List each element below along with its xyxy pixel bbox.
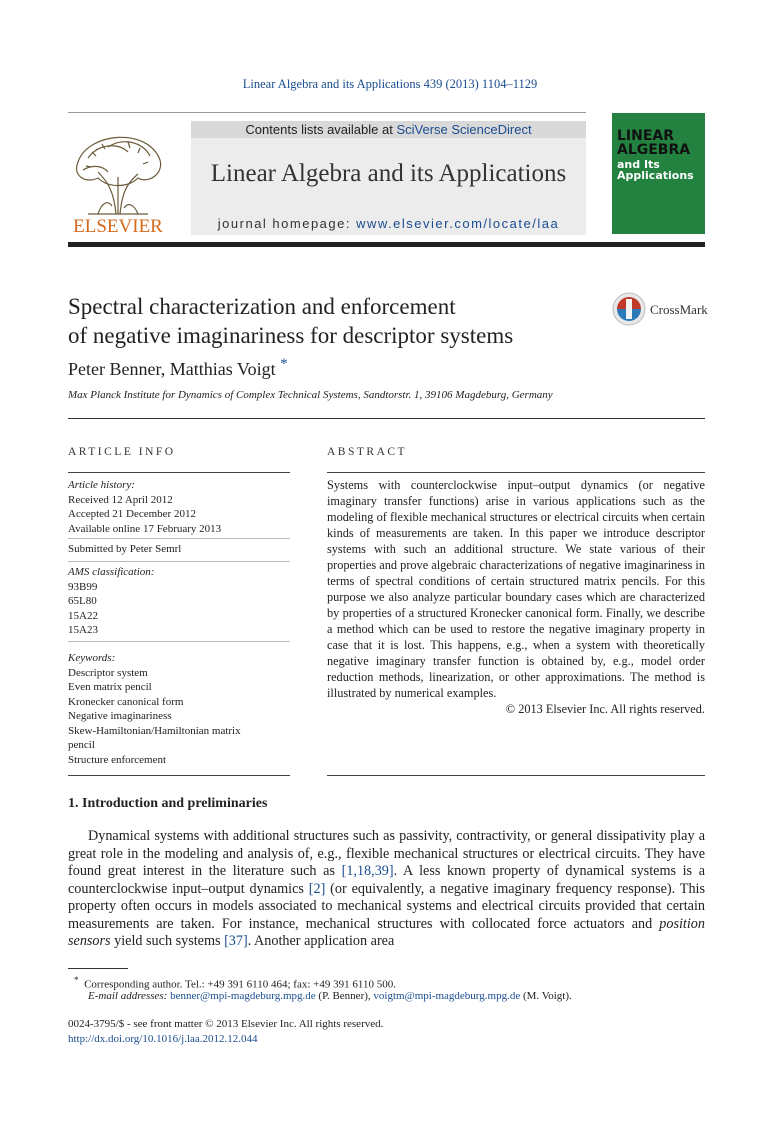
article-info-sep-1 <box>68 538 290 539</box>
keyword: pencil <box>68 739 95 751</box>
ams-code: 15A22 <box>68 609 98 622</box>
homepage-link[interactable]: www.elsevier.com/locate/laa <box>356 216 560 231</box>
intro-italic: position sensors <box>68 915 705 949</box>
journal-cover[interactable] <box>612 113 705 234</box>
article-history <box>68 478 290 536</box>
article-title <box>68 292 588 350</box>
keyword: Skew-Hamiltonian/Hamiltonian matrix <box>68 724 241 737</box>
article-info-heading: ARTICLE INFO <box>68 446 176 458</box>
article-info-sep-2 <box>68 561 290 562</box>
ams-classification <box>68 565 290 638</box>
crossmark-icon <box>612 291 712 327</box>
citation-link[interactable]: [37] <box>224 933 248 949</box>
authors <box>68 356 288 380</box>
footnote-corresponding <box>74 975 396 991</box>
article-info-sep-3 <box>68 641 290 642</box>
crossmark-label: CrossMark <box>650 302 708 317</box>
email-owner: (P. Benner), <box>315 990 374 1002</box>
citation-link[interactable]: [2] <box>308 880 326 897</box>
intro-paragraph <box>68 828 705 951</box>
ams-code: 15A23 <box>68 624 98 636</box>
sciencedirect-link[interactable]: SciVerse ScienceDirect <box>396 122 532 137</box>
article-info-rule-top <box>68 472 290 473</box>
citation-link[interactable]: [1,18,39] <box>341 863 394 879</box>
keyword: Negative imaginariness <box>68 710 172 722</box>
keywords <box>68 651 290 767</box>
ams-code: 65L80 <box>68 595 97 607</box>
author-names: Peter Benner, Matthias Voigt <box>68 359 276 379</box>
history-received: Received 12 April 2012 <box>68 493 173 506</box>
journal-citation[interactable]: Linear Algebra and its Applications 439 (2013) 1104–1129 <box>242 77 538 91</box>
history-accepted: Accepted 21 December 2012 <box>68 508 196 520</box>
elsevier-tree-icon <box>68 122 168 234</box>
cover-line-4: Applications <box>617 169 694 182</box>
contents-prefix: Contents lists available at <box>245 122 397 137</box>
ams-label: AMS classification: <box>68 566 155 578</box>
title-line-2: of negative imaginariness for descriptor systems <box>68 323 514 348</box>
footnote-mark: * <box>74 975 79 985</box>
ams-code: 93B99 <box>68 580 98 593</box>
intro-text: . A less known property of dynamical systems is a counterclockwise input–output dynamics <box>68 863 706 897</box>
intro-text: yield such systems <box>110 933 225 949</box>
abstract-rule-bottom <box>327 775 705 776</box>
abstract-copyright: © 2013 Elsevier Inc. All rights reserved. <box>505 702 705 716</box>
email-link-voigt[interactable]: voigtm@mpi-magdeburg.mpg.de <box>373 990 521 1002</box>
author-footnote-mark[interactable]: * <box>280 356 288 372</box>
keyword: Even matrix pencil <box>68 681 152 693</box>
intro-text: Dynamical systems with additional structures such as passivity, contractivity, or general dissipativity play a great role in the modeling and analysis of, e.g., flexible mechanical structures or electrical circuits. They have found great interest in the literature such as <box>68 828 705 879</box>
article-info-rule-bottom <box>68 775 290 776</box>
contents-line <box>191 121 586 138</box>
keyword: Structure enforcement <box>68 753 167 766</box>
abstract-body <box>327 477 705 717</box>
email-link-benner[interactable]: benner@mpi-magdeburg.mpg.de <box>170 990 316 1002</box>
front-matter: 0024-3795/$ - see front matter © 2013 Elsevier Inc. All rights reserved. <box>68 1018 384 1030</box>
submitted-by: Submitted by Peter Semrl <box>68 543 182 555</box>
keywords-label: Keywords: <box>68 652 116 664</box>
cover-line-3: and Its <box>617 158 660 171</box>
keyword: Kronecker canonical form <box>68 695 184 708</box>
journal-homepage <box>191 216 586 231</box>
history-label: Article history: <box>68 479 135 491</box>
footnote-rule <box>68 968 128 969</box>
abstract-text: Systems with counterclockwise input–output dynamics (or negative imaginary transfer functions) arise in various applications such as the modeling of flexible mechanical structures or electrical circuits when certain kinds of measurements are taken. In this paper we introduce descriptor systems with such an additional structure. We state various of their properties and prove algebraic characterizations of negative imaginariness in terms of spectral conditions of certain structured matrix pencils. For this purpose we also analyze particular boundary cases which are characterized by properties of a structured Kronecker canonical form. Finally, we describe a method which can be used to restore the negative imaginary property in case that it is lost. This happens, e.g., when a system with theoretically negative imaginary transfer function is obtained by, e.g., model order reduction methods, linearization, or other approximations. The method is illustrated by numerical examples. <box>327 478 705 700</box>
email-owner: (M. Voigt). <box>520 990 572 1002</box>
intro-text: (or equivalently, a negative imaginary frequency response). This property often occurs in models associated to mechanical systems and electrical circuits provided that certain measurements are taken. For instance, mechanical structures with collocated force actuators and <box>68 880 705 932</box>
email-label: E-mail addresses: <box>88 990 168 1002</box>
abstract-heading: ABSTRACT <box>327 446 408 458</box>
journal-name: Linear Algebra and its Applications <box>210 160 567 187</box>
abstract-rule-top <box>327 472 705 473</box>
section-title: 1. Introduction and preliminaries <box>68 796 268 811</box>
divider-thick <box>68 242 705 247</box>
footnote-emails <box>88 990 572 1002</box>
affiliation: Max Planck Institute for Dynamics of Complex Technical Systems, Sandtorstr. 1, 39106 Magdeburg, Germany <box>68 389 553 401</box>
cover-line-2: ALGEBRA <box>617 142 691 158</box>
divider-mid <box>68 418 705 419</box>
elsevier-logo <box>68 122 168 234</box>
title-line-1: Spectral characterization and enforcement <box>68 294 456 319</box>
corresponding-text: Corresponding author. Tel.: +49 391 6110 464; fax: +49 391 6110 500. <box>84 978 396 991</box>
divider-top <box>68 112 586 113</box>
cover-line-1: LINEAR <box>617 128 675 144</box>
elsevier-wordmark: ELSEVIER <box>73 216 163 234</box>
crossmark-badge[interactable] <box>612 291 712 327</box>
intro-text: . Another application area <box>247 933 395 949</box>
homepage-prefix: journal homepage: <box>217 216 357 231</box>
doi-link[interactable]: http://dx.doi.org/10.1016/j.laa.2012.12.044 <box>68 1033 258 1045</box>
history-online: Available online 17 February 2013 <box>68 522 222 535</box>
keyword: Descriptor system <box>68 666 148 679</box>
